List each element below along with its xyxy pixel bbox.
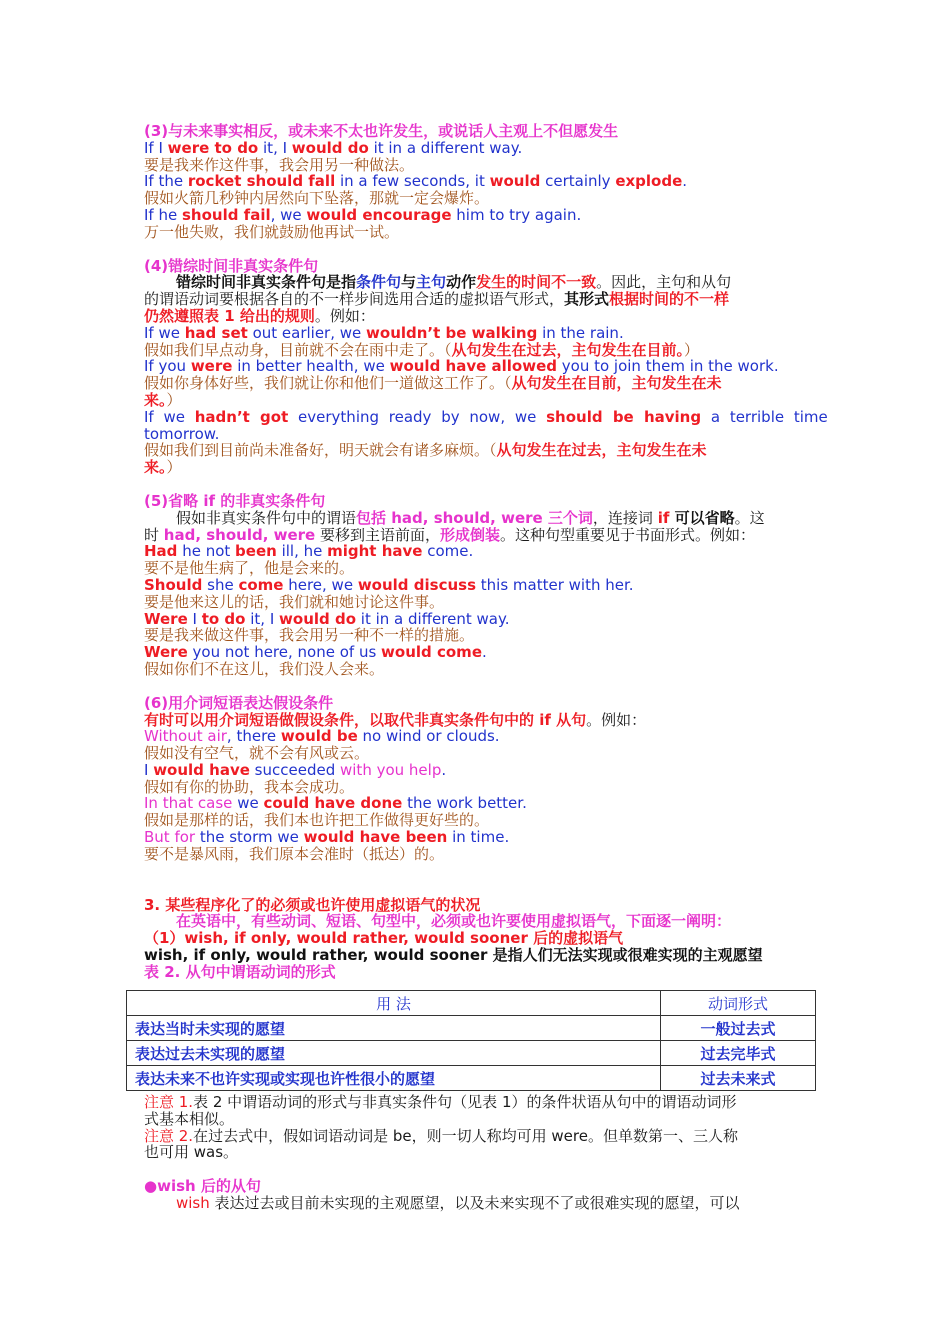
verb-form-table bbox=[126, 990, 816, 1091]
example-translation: 假如你们不在这儿，我们没人会来。 bbox=[144, 659, 385, 678]
section-4-heading: (4)错综时间非真实条件句 bbox=[144, 256, 319, 275]
table-cell: 过去未来式 bbox=[661, 1066, 816, 1091]
definition-line: wish, if only, would rather, would sooner 是指人们无法实现或很难实现的主观愿望 bbox=[144, 946, 763, 965]
note-line: 也可用 was。 bbox=[144, 1143, 239, 1162]
table-title: 表 2. 从句中谓语动词的形式 bbox=[144, 962, 336, 981]
example-sentence: Had he not been ill, he might have come. bbox=[144, 542, 474, 561]
example-sentence: If the rocket should fall in a few seconds, it would certainly explode. bbox=[144, 172, 688, 191]
example-translation: 要是我来做这件事，我会用另一种不一样的措施。 bbox=[144, 626, 475, 645]
example-sentence: If we hadn’t got everything ready by now, we should be having a terrible time bbox=[144, 407, 828, 426]
example-sentence: Were I to do it, I would do it in a different way. bbox=[144, 609, 510, 628]
example-translation: 假如我们早点动身，目前就不会在雨中走了。（从句发生在过去，主句发生在目前。） bbox=[144, 340, 700, 359]
section-5-heading: (5)省略 if 的非真实条件句 bbox=[144, 491, 326, 510]
example-translation: 要不是暴风雨，我们原本会准时（抵达）的。 bbox=[144, 844, 445, 863]
subsection-heading: （1）wish, if only, would rather, would sooner 后的虚拟语气 bbox=[144, 929, 624, 948]
table-cell: 表达过去未实现的愿望 bbox=[127, 1041, 661, 1066]
example-translation: 万一他失败，我们就鼓励他再试一试。 bbox=[144, 222, 400, 241]
section-6-heading: (6)用介词短语表达假设条件 bbox=[144, 693, 334, 712]
wish-heading: ●wish 后的从句 bbox=[144, 1177, 261, 1196]
table-row bbox=[127, 1041, 816, 1066]
example-translation: 要不是他生病了，他是会来的。 bbox=[144, 559, 355, 578]
table-cell: 表达当时未实现的愿望 bbox=[127, 1016, 661, 1041]
example-sentence: tomorrow. bbox=[144, 424, 220, 443]
example-sentence: If we had set out earlier, we wouldn’t be walking in the rain. bbox=[144, 323, 624, 342]
section-heading: 3. 某些程序化了的必须或也许使用虚拟语气的状况 bbox=[144, 895, 481, 914]
example-translation: 假如你身体好些，我们就让你和他们一道做这工作了。（从句发生在目前，主句发生在未 bbox=[144, 374, 722, 393]
example-translation: 假如是那样的话，我们本也许把工作做得更好些的。 bbox=[144, 811, 490, 830]
table-header-cell: 动词形式 bbox=[661, 991, 816, 1016]
paragraph-line: 时 had, should, were 要移到主语前面，形成倒装。这种句型重要见于书面形式。例如： bbox=[144, 525, 756, 544]
table-header-cell: 用 法 bbox=[127, 991, 661, 1016]
example-translation: 要是我来作这件事，我会用另一种做法。 bbox=[144, 155, 415, 174]
note-line: 注意 2.在过去式中，假如词语动词是 be，则一切人称均可用 were。但单数第一、三人称 bbox=[144, 1126, 738, 1145]
example-sentence: In that case we could have done the work better. bbox=[144, 794, 527, 813]
intro-line: 在英语中，有些动词、短语、句型中，必须或也许要使用虚拟语气，下面逐一阐明： bbox=[176, 912, 732, 931]
example-sentence: If you were in better health, we would have allowed you to join them in the work. bbox=[144, 357, 779, 376]
paragraph-line: 错综时间非真实条件句是指条件句与主句动作发生的时间不一致。因此，主句和从句 bbox=[176, 273, 732, 292]
example-translation: 要是他来这儿的话，我们就和她讨论这件事。 bbox=[144, 592, 445, 611]
example-translation: 假如没有空气，就不会有风或云。 bbox=[144, 744, 370, 763]
table-header-row bbox=[127, 991, 816, 1016]
table-cell: 表达未来不也许实现或实现也许性很小的愿望 bbox=[127, 1066, 661, 1091]
note-line: 式基本相似。 bbox=[144, 1109, 235, 1128]
paragraph-line: 假如非真实条件句中的谓语包括 had, should, were 三个词，连接词 if 可以省略。这 bbox=[176, 508, 765, 527]
example-translation: 来。） bbox=[144, 390, 182, 409]
example-translation: 假如有你的协助，我本会成功。 bbox=[144, 777, 355, 796]
notes-block bbox=[144, 1094, 808, 1212]
paragraph-line: 的谓语动词要根据各自的不一样步间选用合适的虚拟语气形式，其形式根据时间的不一样 bbox=[144, 290, 730, 309]
note-line: 注意 1.表 2 中谓语动词的形式与非真实条件句（见表 1）的条件状语从句中的谓语动词形 bbox=[144, 1093, 737, 1111]
example-sentence: Should she come here, we would discuss this matter with her. bbox=[144, 575, 634, 594]
table-cell: 一般过去式 bbox=[661, 1016, 816, 1041]
example-translation: 假如火箭几秒钟内居然向下坠落，那就一定会爆炸。 bbox=[144, 189, 490, 208]
paragraph-line: wish 表达过去或目前未实现的主观愿望，以及未来实现不了或很难实现的愿望，可以 bbox=[176, 1193, 740, 1212]
example-sentence: If he should fail, we would encourage him to try again. bbox=[144, 205, 582, 224]
document-body bbox=[144, 122, 828, 981]
paragraph-line: 仍然遵照表 1 给出的规则。例如： bbox=[144, 306, 375, 325]
example-translation: 来。） bbox=[144, 458, 182, 477]
section-3-heading: (3)与未来事实相反，或未来不太也许发生，或说话人主观上不但愿发生 bbox=[144, 122, 619, 140]
table-row bbox=[127, 1016, 816, 1041]
example-sentence: If I were to do it, I would do it in a different way. bbox=[144, 138, 523, 157]
table-cell: 过去完毕式 bbox=[661, 1041, 816, 1066]
table-row bbox=[127, 1066, 816, 1091]
example-sentence: Without air, there would be no wind or clouds. bbox=[144, 727, 500, 746]
example-translation: 假如我们到目前尚未准备好，明天就会有诸多麻烦。（从句发生在过去，主句发生在未 bbox=[144, 441, 707, 460]
example-sentence: I would have succeeded with you help. bbox=[144, 760, 447, 779]
paragraph-line: 有时可以用介词短语做假设条件，以取代非真实条件句中的 if 从句。例如： bbox=[144, 710, 647, 729]
example-sentence: But for the storm we would have been in time. bbox=[144, 828, 510, 847]
example-sentence: Were you not here, none of us would come. bbox=[144, 643, 487, 662]
